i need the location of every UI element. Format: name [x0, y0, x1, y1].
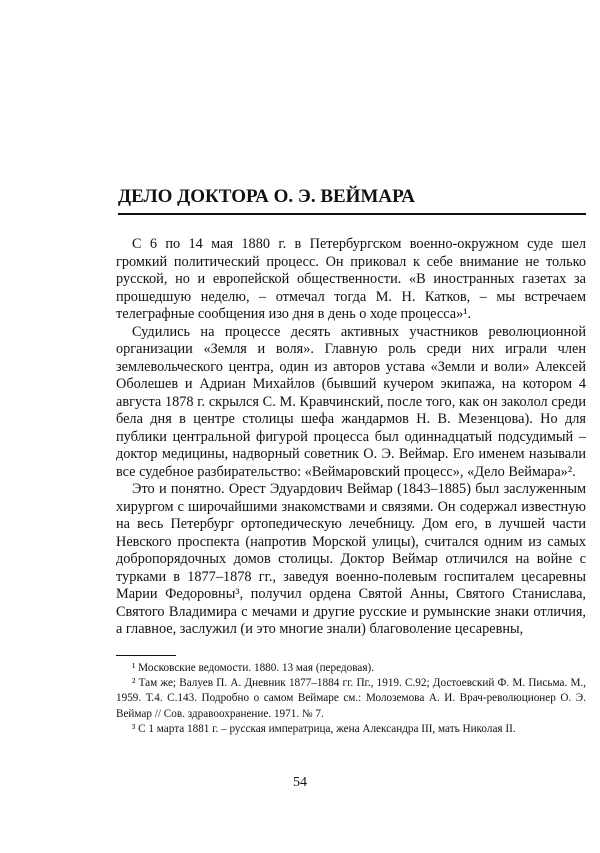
- body-text: [116, 236, 586, 639]
- footnotes: [116, 661, 586, 737]
- paragraph: Это и понятно. Орест Эдуардович Веймар (1843–1885) был заслуженным хирургом с широчайшими знакомствами и связями. Он содержал известную на весь Петербург ортопедическую лечебницу. Дом его, в лучшей части Невского проспекта (напротив Морской улицы), считался одним из самых добропорядочных домов столицы. Доктор Веймар отличился на войне с турками в 1877–1878 гг., заведуя военно-полевым госпиталем цесаревны Марии Федоровны³, получил ордена Святой Анны, Святого Станислава, Святого Владимира с мечами и другие русские и румынские знаки отличия, а главное, заслужил (и это многие знали) благоволение цесаревны,: [116, 481, 586, 637]
- title-underline: [118, 213, 586, 215]
- paragraph: С 6 по 14 мая 1880 г. в Петербургском военно-окружном суде шел громкий политический процесс. Он приковал к себе внимание не только русской, но и европейской общественности. «В иностранных газетах за прошедшую неделю, – отмечал тогда М. Н. Катков, – мы встречаем телеграфные сообщения изо дня в день о ходе процесса»¹.: [116, 236, 586, 322]
- page-number: 54: [293, 775, 307, 790]
- footnote-3: ³ С 1 марта 1881 г. – русская императрица, жена Александра III, мать Николая II.: [132, 722, 516, 735]
- footnote-2: ² Там же; Валуев П. А. Дневник 1877–1884 гг. Пг., 1919. С.92; Достоевский Ф. М. Письма. М., 1959. Т.4. С.143. Подробно о самом Веймаре см.: Молоземова А. И. Врач-революционер О. Э. Веймар // Сов. здравоохранение. 1971. № 7.: [116, 677, 586, 720]
- footnote-1: ¹ Московские ведомости. 1880. 13 мая (передовая).: [132, 662, 374, 674]
- chapter-title: ДЕЛО ДОКТОРА О. Э. ВЕЙМАРА: [118, 186, 415, 207]
- footnote-separator: [116, 655, 176, 656]
- paragraph: Судились на процессе десять активных участников революционной организации «Земля и воля». Главную роль среди них играли член землевольческого центра, один из авторов устава «Земли и воли» Алексей Оболешев и Адриан Михайлов (бывший кучером экипажа, на котором 4 августа 1878 г. скрылся С. М. Кравчинский, после того, как он заколол среди бела дня в центре столицы шефа жандармов Н. В. Мезенцова). Но для публики центральной фигурой процесса был одиннадцатый подсудимый – доктор медицины, надворный советник О. Э. Веймар. Его именем называли все судебное разбирательство: «Веймаровский процесс», «Дело Веймара»².: [116, 323, 586, 480]
